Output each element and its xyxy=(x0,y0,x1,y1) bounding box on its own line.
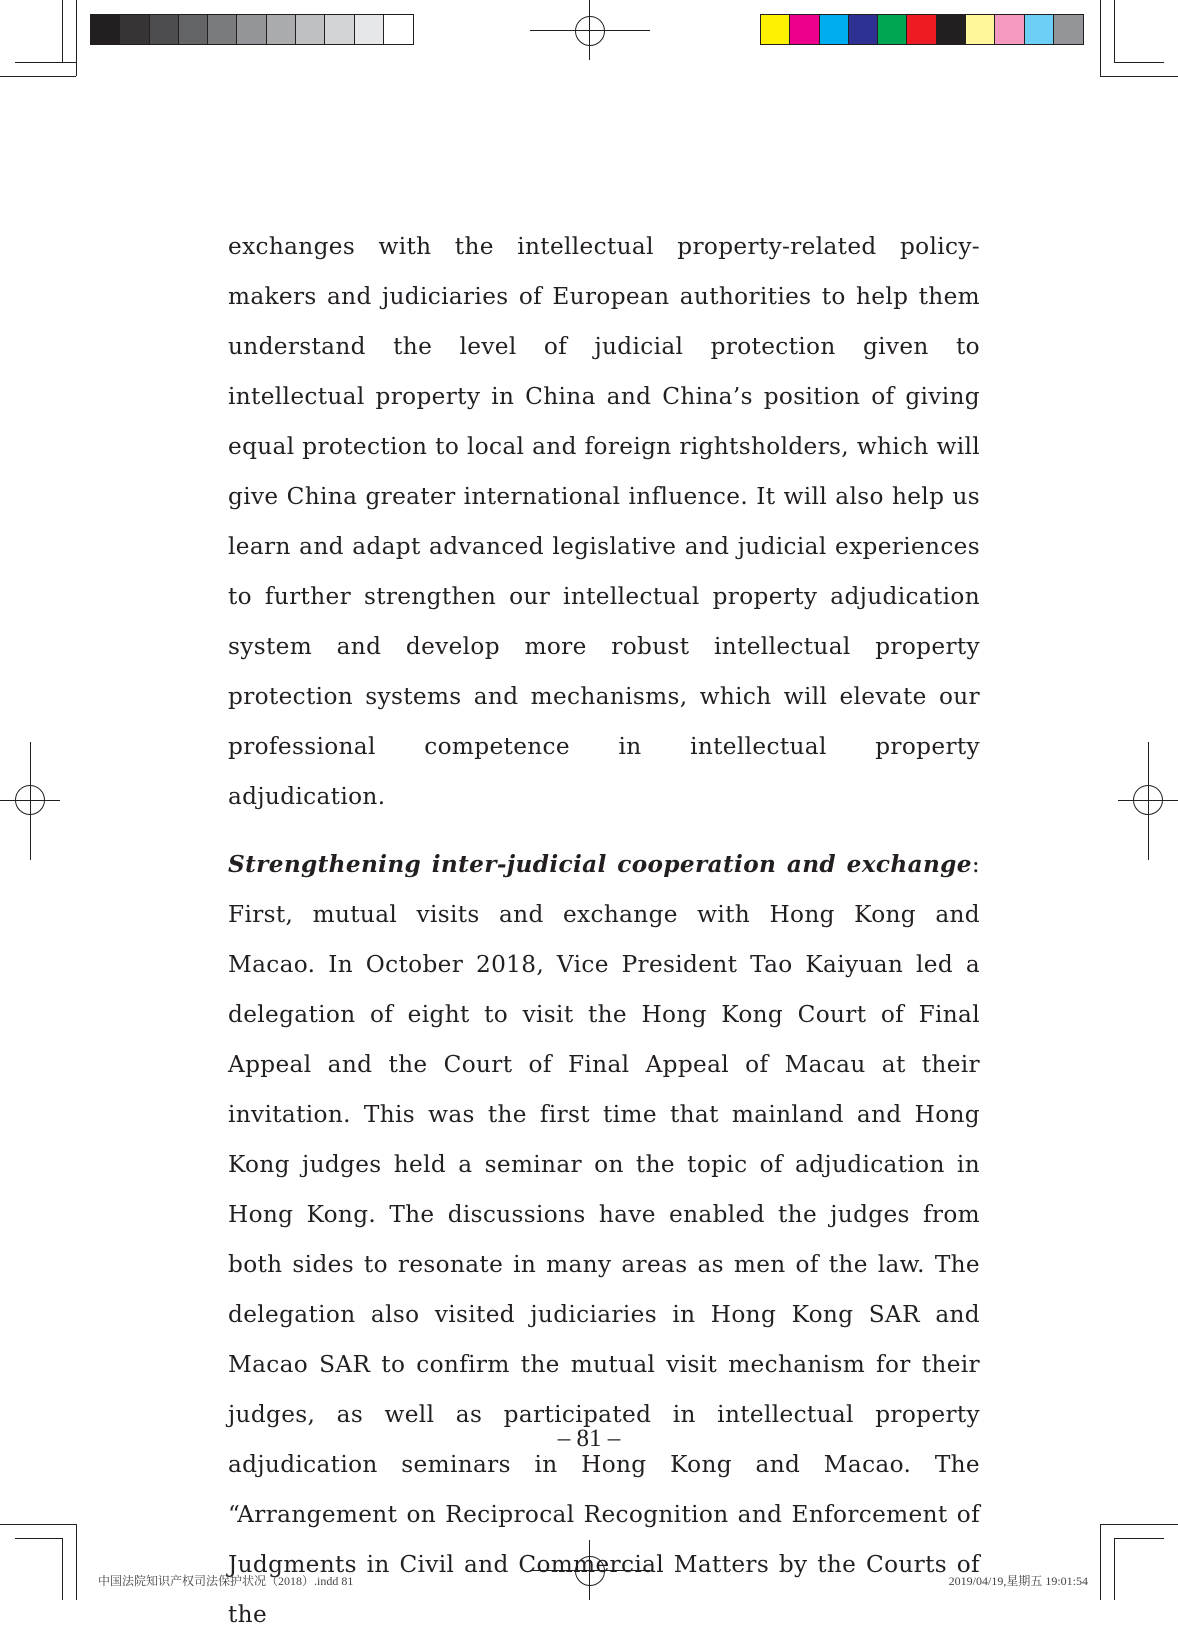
color-swatch xyxy=(179,15,208,44)
crop-mark xyxy=(0,76,76,77)
crop-mark xyxy=(1114,1538,1115,1600)
color-swatch xyxy=(995,15,1024,44)
crop-mark xyxy=(1100,76,1178,77)
color-swatch xyxy=(91,15,120,44)
color-swatch xyxy=(937,15,966,44)
crop-mark xyxy=(0,1524,76,1525)
paragraph-text: : First, mutual visits and exchange with Hong Kong and Macao. In October 2018, Vice President Tao Kaiyuan led a delegation of eight to visit the Hong Kong Court of Final Appeal and the Court of Final Appeal of Macau at their invitation. This was the first time that mainland and Hong Kong judges held a seminar on the topic of adjudication in Hong Kong. The discussions have enabled the judges from both sides to resonate in many areas as men of the law. The delegation also visited judiciaries in Hong Kong SAR and Macao SAR to confirm the mutual visit mechanism for their judges, as well as participated in intellectual property adjudication seminars in Hong Kong and Macao. The “Arrangement on Reciprocal Recognition and Enforcement of Judgments in Civil and Commercial Matters by the Courts of the xyxy=(228,851,980,1628)
paragraph-2 xyxy=(228,840,980,1640)
color-swatch xyxy=(761,15,790,44)
color-swatch xyxy=(267,15,296,44)
color-swatch xyxy=(849,15,878,44)
color-swatch xyxy=(325,15,354,44)
color-swatch xyxy=(237,15,266,44)
crop-mark xyxy=(1100,0,1101,76)
crop-mark xyxy=(1114,0,1115,62)
gray-calibration-bar xyxy=(90,14,414,45)
color-swatch xyxy=(208,15,237,44)
color-swatch xyxy=(355,15,384,44)
color-swatch xyxy=(820,15,849,44)
color-swatch xyxy=(878,15,907,44)
color-swatch xyxy=(296,15,325,44)
color-swatch xyxy=(384,15,413,44)
crop-mark xyxy=(1100,1524,1178,1525)
crop-mark xyxy=(76,1524,77,1600)
paragraph-lead-heading: Strengthening inter-judicial cooperation and exchange xyxy=(228,851,972,878)
crop-mark xyxy=(1100,1524,1101,1600)
crop-mark xyxy=(76,0,77,76)
color-swatch xyxy=(1054,15,1083,44)
crop-mark xyxy=(1114,1538,1164,1539)
page-number: – 81 – xyxy=(557,1425,621,1452)
crop-mark xyxy=(15,1538,63,1539)
color-swatch xyxy=(790,15,819,44)
slug-filename: 中国法院知识产权司法保护状况（2018）.indd 81 xyxy=(98,1574,354,1588)
color-calibration-bar xyxy=(760,14,1084,45)
crop-mark xyxy=(15,62,77,63)
color-swatch xyxy=(907,15,936,44)
paragraph-text: exchanges with the intellectual property-related policy-makers and judiciaries of European authorities to help them understand the level of judicial protection given to intellectual property in China and China’s position of giving equal protection to local and foreign rightsholders, which will give China greater international influence. It will also help us learn and adapt advanced legislative and judicial experiences to further strengthen our intellectual property adjudication system and develop more robust intellectual property protection systems and mechanisms, which will elevate our professional competence in intellectual property adjudication. xyxy=(228,233,980,810)
paragraph-1 xyxy=(228,222,980,822)
color-swatch xyxy=(966,15,995,44)
color-swatch xyxy=(1025,15,1054,44)
color-swatch xyxy=(150,15,179,44)
color-swatch xyxy=(120,15,149,44)
crop-mark xyxy=(62,0,63,62)
crop-mark xyxy=(62,1538,63,1600)
slug-timestamp: 2019/04/19,星期五 19:01:54 xyxy=(948,1574,1088,1588)
crop-mark xyxy=(1114,62,1164,63)
